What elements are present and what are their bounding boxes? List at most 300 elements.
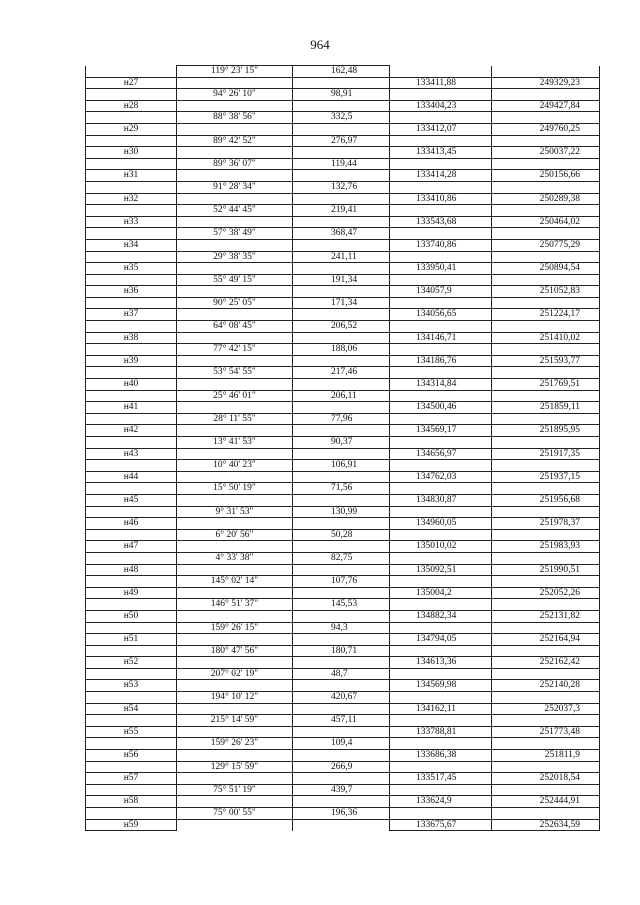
distance-cell: 130,99	[293, 506, 390, 518]
point-row	[86, 123, 600, 135]
distance-cell-empty	[293, 332, 390, 344]
x-coordinate-cell: 133404,23	[390, 100, 492, 112]
y-coordinate-cell: 252634,59	[492, 819, 600, 831]
y-cell-empty	[492, 506, 600, 518]
segment-row	[86, 460, 600, 472]
segment-row	[86, 784, 600, 796]
point-name-cell: н30	[86, 147, 177, 159]
point-cell-empty	[86, 529, 177, 541]
point-row	[86, 263, 600, 275]
y-cell-empty	[492, 274, 600, 286]
point-row	[86, 193, 600, 205]
page-number: 964	[310, 37, 330, 52]
angle-cell: 64° 08' 45"	[177, 321, 293, 333]
point-row	[86, 541, 600, 553]
distance-cell-empty	[293, 239, 390, 251]
point-row	[86, 471, 600, 483]
distance-cell-empty	[293, 402, 390, 414]
point-cell-empty	[86, 205, 177, 217]
y-cell-empty	[492, 344, 600, 356]
angle-cell: 159° 26' 15"	[177, 622, 293, 634]
segment-row	[86, 645, 600, 657]
point-row	[86, 587, 600, 599]
point-row	[86, 796, 600, 808]
x-coordinate-cell: 134882,34	[390, 610, 492, 622]
point-cell-empty	[86, 321, 177, 333]
point-row	[86, 286, 600, 298]
angle-cell-empty	[177, 77, 293, 89]
y-coordinate-cell: 250037,22	[492, 147, 600, 159]
angle-cell: 10° 40' 23"	[177, 460, 293, 472]
coordinates-table	[85, 65, 600, 831]
angle-cell-empty	[177, 796, 293, 808]
point-cell-empty	[86, 344, 177, 356]
y-cell-empty	[492, 715, 600, 727]
distance-cell-empty	[293, 425, 390, 437]
point-row	[86, 657, 600, 669]
x-coordinate-cell: 134794,05	[390, 634, 492, 646]
angle-cell: 53° 54' 55"	[177, 367, 293, 379]
y-cell-empty	[492, 645, 600, 657]
y-cell-empty	[492, 181, 600, 193]
x-coordinate-cell: 134057,9	[390, 286, 492, 298]
y-cell-empty	[492, 692, 600, 704]
point-name-cell: н43	[86, 448, 177, 460]
angle-cell: 159° 26' 23"	[177, 738, 293, 750]
x-cell-empty	[390, 66, 492, 78]
point-row	[86, 773, 600, 785]
x-cell-empty	[390, 529, 492, 541]
point-cell-empty	[86, 228, 177, 240]
y-coordinate-cell: 251956,68	[492, 494, 600, 506]
point-cell-empty	[86, 552, 177, 564]
y-cell-empty	[492, 599, 600, 611]
angle-cell-empty	[177, 518, 293, 530]
y-coordinate-cell: 252052,26	[492, 587, 600, 599]
segment-row	[86, 715, 600, 727]
y-coordinate-cell: 251859,11	[492, 402, 600, 414]
x-cell-empty	[390, 506, 492, 518]
angle-cell: 145° 02' 14"	[177, 576, 293, 588]
y-cell-empty	[492, 66, 600, 78]
x-cell-empty	[390, 321, 492, 333]
y-cell-empty	[492, 297, 600, 309]
x-coordinate-cell: 134056,65	[390, 309, 492, 321]
x-coordinate-cell: 134960,05	[390, 518, 492, 530]
distance-cell: 77,96	[293, 413, 390, 425]
point-name-cell: н33	[86, 216, 177, 228]
x-coordinate-cell: 133740,86	[390, 239, 492, 251]
point-row	[86, 309, 600, 321]
y-cell-empty	[492, 228, 600, 240]
point-name-cell: н56	[86, 750, 177, 762]
point-name-cell: н51	[86, 634, 177, 646]
coordinates-table-body	[86, 66, 600, 831]
point-name-cell: н38	[86, 332, 177, 344]
segment-row	[86, 158, 600, 170]
segment-row	[86, 808, 600, 820]
distance-cell-empty	[293, 541, 390, 553]
y-cell-empty	[492, 158, 600, 170]
x-coordinate-cell: 134656,97	[390, 448, 492, 460]
distance-cell: 196,36	[293, 808, 390, 820]
distance-cell-empty	[293, 819, 390, 831]
segment-row	[86, 761, 600, 773]
point-cell-empty	[86, 297, 177, 309]
x-cell-empty	[390, 483, 492, 495]
angle-cell-empty	[177, 263, 293, 275]
angle-cell: 129° 15' 59"	[177, 761, 293, 773]
x-cell-empty	[390, 89, 492, 101]
point-name-cell: н58	[86, 796, 177, 808]
y-cell-empty	[492, 460, 600, 472]
x-cell-empty	[390, 205, 492, 217]
point-row	[86, 170, 600, 182]
y-cell-empty	[492, 552, 600, 564]
distance-cell-empty	[293, 796, 390, 808]
y-coordinate-cell: 252444,91	[492, 796, 600, 808]
angle-cell-empty	[177, 170, 293, 182]
x-cell-empty	[390, 761, 492, 773]
y-coordinate-cell: 252018,54	[492, 773, 600, 785]
point-name-cell: н45	[86, 494, 177, 506]
x-cell-empty	[390, 228, 492, 240]
distance-cell: 457,11	[293, 715, 390, 727]
segment-row	[86, 622, 600, 634]
x-cell-empty	[390, 715, 492, 727]
y-coordinate-cell: 252164,94	[492, 634, 600, 646]
point-row	[86, 355, 600, 367]
angle-cell-empty	[177, 309, 293, 321]
angle-cell: 88° 38' 56"	[177, 112, 293, 124]
point-cell-empty	[86, 692, 177, 704]
point-cell-empty	[86, 808, 177, 820]
distance-cell-empty	[293, 286, 390, 298]
point-name-cell: н49	[86, 587, 177, 599]
distance-cell-empty	[293, 216, 390, 228]
angle-cell-empty	[177, 750, 293, 762]
angle-cell-empty	[177, 193, 293, 205]
y-cell-empty	[492, 808, 600, 820]
y-coordinate-cell: 251937,15	[492, 471, 600, 483]
x-coordinate-cell: 133413,45	[390, 147, 492, 159]
angle-cell: 207° 02' 19"	[177, 668, 293, 680]
point-cell-empty	[86, 668, 177, 680]
distance-cell: 368,47	[293, 228, 390, 240]
x-coordinate-cell: 134162,11	[390, 703, 492, 715]
distance-cell: 107,76	[293, 576, 390, 588]
angle-cell-empty	[177, 471, 293, 483]
distance-cell: 191,34	[293, 274, 390, 286]
y-cell-empty	[492, 112, 600, 124]
distance-cell: 332,5	[293, 112, 390, 124]
point-row	[86, 819, 600, 831]
point-row	[86, 216, 600, 228]
distance-cell: 50,28	[293, 529, 390, 541]
distance-cell-empty	[293, 309, 390, 321]
segment-row	[86, 112, 600, 124]
distance-cell: 266,9	[293, 761, 390, 773]
point-row	[86, 147, 600, 159]
segment-row	[86, 205, 600, 217]
point-cell-empty	[86, 784, 177, 796]
point-name-cell: н42	[86, 425, 177, 437]
point-cell-empty	[86, 576, 177, 588]
distance-cell-empty	[293, 657, 390, 669]
segment-row	[86, 181, 600, 193]
angle-cell-empty	[177, 402, 293, 414]
y-cell-empty	[492, 135, 600, 147]
point-name-cell: н57	[86, 773, 177, 785]
point-cell-empty	[86, 390, 177, 402]
angle-cell-empty	[177, 680, 293, 692]
distance-cell: 206,11	[293, 390, 390, 402]
angle-cell: 194° 10' 12"	[177, 692, 293, 704]
angle-cell-empty	[177, 425, 293, 437]
point-name-cell: н36	[86, 286, 177, 298]
point-name-cell: н40	[86, 379, 177, 391]
x-cell-empty	[390, 645, 492, 657]
point-name-cell: н37	[86, 309, 177, 321]
point-row	[86, 425, 600, 437]
distance-cell-empty	[293, 773, 390, 785]
x-cell-empty	[390, 692, 492, 704]
point-name-cell: н28	[86, 100, 177, 112]
point-row	[86, 77, 600, 89]
point-cell-empty	[86, 506, 177, 518]
segment-row	[86, 576, 600, 588]
distance-cell-empty	[293, 587, 390, 599]
segment-row	[86, 692, 600, 704]
point-cell-empty	[86, 715, 177, 727]
angle-cell-empty	[177, 100, 293, 112]
distance-cell: 171,34	[293, 297, 390, 309]
y-cell-empty	[492, 251, 600, 263]
y-cell-empty	[492, 576, 600, 588]
distance-cell: 439,7	[293, 784, 390, 796]
angle-cell: 15° 50' 19"	[177, 483, 293, 495]
x-cell-empty	[390, 552, 492, 564]
point-row	[86, 332, 600, 344]
y-coordinate-cell: 251410,02	[492, 332, 600, 344]
segment-row	[86, 89, 600, 101]
segment-row	[86, 274, 600, 286]
point-row	[86, 564, 600, 576]
x-coordinate-cell: 135092,51	[390, 564, 492, 576]
x-coordinate-cell: 134500,46	[390, 402, 492, 414]
y-coordinate-cell: 251983,93	[492, 541, 600, 553]
segment-row	[86, 367, 600, 379]
y-cell-empty	[492, 321, 600, 333]
x-cell-empty	[390, 413, 492, 425]
y-coordinate-cell: 250156,66	[492, 170, 600, 182]
point-row	[86, 634, 600, 646]
x-coordinate-cell: 134762,03	[390, 471, 492, 483]
y-coordinate-cell: 249760,25	[492, 123, 600, 135]
x-cell-empty	[390, 274, 492, 286]
point-cell-empty	[86, 181, 177, 193]
segment-row	[86, 738, 600, 750]
angle-cell: 4° 33' 38"	[177, 552, 293, 564]
y-cell-empty	[492, 367, 600, 379]
angle-cell: 55° 49' 15"	[177, 274, 293, 286]
y-cell-empty	[492, 413, 600, 425]
point-cell-empty	[86, 761, 177, 773]
x-cell-empty	[390, 297, 492, 309]
distance-cell: 162,48	[293, 66, 390, 78]
x-cell-empty	[390, 251, 492, 263]
x-coordinate-cell: 133414,28	[390, 170, 492, 182]
x-coordinate-cell: 133410,86	[390, 193, 492, 205]
distance-cell-empty	[293, 518, 390, 530]
angle-cell: 77° 42' 15"	[177, 344, 293, 356]
y-cell-empty	[492, 529, 600, 541]
x-cell-empty	[390, 158, 492, 170]
segment-row	[86, 321, 600, 333]
distance-cell: 82,75	[293, 552, 390, 564]
distance-cell-empty	[293, 263, 390, 275]
distance-cell-empty	[293, 355, 390, 367]
y-coordinate-cell: 251990,51	[492, 564, 600, 576]
x-coordinate-cell: 134146,71	[390, 332, 492, 344]
y-cell-empty	[492, 622, 600, 634]
distance-cell: 71,56	[293, 483, 390, 495]
angle-cell: 52° 44' 45"	[177, 205, 293, 217]
angle-cell-empty	[177, 494, 293, 506]
x-coordinate-cell: 133950,41	[390, 263, 492, 275]
point-row	[86, 610, 600, 622]
distance-cell: 109,4	[293, 738, 390, 750]
point-name-cell: н48	[86, 564, 177, 576]
distance-cell: 219,41	[293, 205, 390, 217]
point-row	[86, 379, 600, 391]
x-cell-empty	[390, 784, 492, 796]
x-coordinate-cell: 133686,38	[390, 750, 492, 762]
y-cell-empty	[492, 205, 600, 217]
distance-cell-empty	[293, 170, 390, 182]
point-cell-empty	[86, 251, 177, 263]
point-row	[86, 448, 600, 460]
x-coordinate-cell: 134569,17	[390, 425, 492, 437]
distance-cell: 180,71	[293, 645, 390, 657]
distance-cell-empty	[293, 147, 390, 159]
angle-cell-empty	[177, 610, 293, 622]
segment-row	[86, 344, 600, 356]
angle-cell-empty	[177, 332, 293, 344]
point-row	[86, 750, 600, 762]
angle-cell: 9° 31' 53"	[177, 506, 293, 518]
x-cell-empty	[390, 437, 492, 449]
segment-row	[86, 483, 600, 495]
point-cell-empty	[86, 135, 177, 147]
distance-cell-empty	[293, 703, 390, 715]
point-name-cell: н41	[86, 402, 177, 414]
y-cell-empty	[492, 761, 600, 773]
point-cell-empty	[86, 437, 177, 449]
distance-cell: 94,3	[293, 622, 390, 634]
point-name-cell: н29	[86, 123, 177, 135]
y-cell-empty	[492, 483, 600, 495]
y-cell-empty	[492, 89, 600, 101]
point-name-cell: н31	[86, 170, 177, 182]
x-coordinate-cell: 134314,84	[390, 379, 492, 391]
x-cell-empty	[390, 344, 492, 356]
distance-cell-empty	[293, 77, 390, 89]
angle-cell: 89° 42' 52"	[177, 135, 293, 147]
x-coordinate-cell: 135004,2	[390, 587, 492, 599]
distance-cell-empty	[293, 634, 390, 646]
x-coordinate-cell: 135010,02	[390, 541, 492, 553]
distance-cell: 188,06	[293, 344, 390, 356]
x-coordinate-cell: 133675,67	[390, 819, 492, 831]
point-name-cell: н54	[86, 703, 177, 715]
segment-row	[86, 668, 600, 680]
point-name-cell: н39	[86, 355, 177, 367]
y-coordinate-cell: 249329,23	[492, 77, 600, 89]
distance-cell: 420,67	[293, 692, 390, 704]
angle-cell-empty	[177, 355, 293, 367]
point-name-cell: н34	[86, 239, 177, 251]
distance-cell-empty	[293, 680, 390, 692]
point-cell-empty	[86, 112, 177, 124]
y-coordinate-cell: 252131,82	[492, 610, 600, 622]
y-coordinate-cell: 249427,84	[492, 100, 600, 112]
angle-cell: 29° 38' 35"	[177, 251, 293, 263]
x-cell-empty	[390, 808, 492, 820]
point-row	[86, 100, 600, 112]
angle-cell-empty	[177, 448, 293, 460]
point-cell-empty	[86, 413, 177, 425]
y-coordinate-cell: 251811,9	[492, 750, 600, 762]
angle-cell-empty	[177, 286, 293, 298]
angle-cell: 90° 25' 05"	[177, 297, 293, 309]
point-name-cell: н46	[86, 518, 177, 530]
y-cell-empty	[492, 668, 600, 680]
point-row	[86, 703, 600, 715]
x-cell-empty	[390, 181, 492, 193]
point-name-cell: н44	[86, 471, 177, 483]
point-cell-empty	[86, 622, 177, 634]
angle-cell: 119° 23' 15"	[177, 66, 293, 78]
distance-cell: 206,52	[293, 321, 390, 333]
x-cell-empty	[390, 599, 492, 611]
x-cell-empty	[390, 668, 492, 680]
distance-cell-empty	[293, 100, 390, 112]
angle-cell-empty	[177, 657, 293, 669]
y-cell-empty	[492, 738, 600, 750]
angle-cell-empty	[177, 634, 293, 646]
y-coordinate-cell: 251978,37	[492, 518, 600, 530]
distance-cell-empty	[293, 750, 390, 762]
point-name-cell: н50	[86, 610, 177, 622]
angle-cell: 75° 51' 19"	[177, 784, 293, 796]
distance-cell-empty	[293, 726, 390, 738]
point-row	[86, 518, 600, 530]
distance-cell-empty	[293, 123, 390, 135]
y-coordinate-cell: 251895,95	[492, 425, 600, 437]
distance-cell: 132,76	[293, 181, 390, 193]
x-coordinate-cell: 134830,87	[390, 494, 492, 506]
y-coordinate-cell: 252037,3	[492, 703, 600, 715]
distance-cell: 90,37	[293, 437, 390, 449]
y-cell-empty	[492, 437, 600, 449]
angle-cell-empty	[177, 123, 293, 135]
point-cell-empty	[86, 738, 177, 750]
y-cell-empty	[492, 390, 600, 402]
angle-cell-empty	[177, 703, 293, 715]
point-cell-empty	[86, 274, 177, 286]
point-name-cell: н52	[86, 657, 177, 669]
